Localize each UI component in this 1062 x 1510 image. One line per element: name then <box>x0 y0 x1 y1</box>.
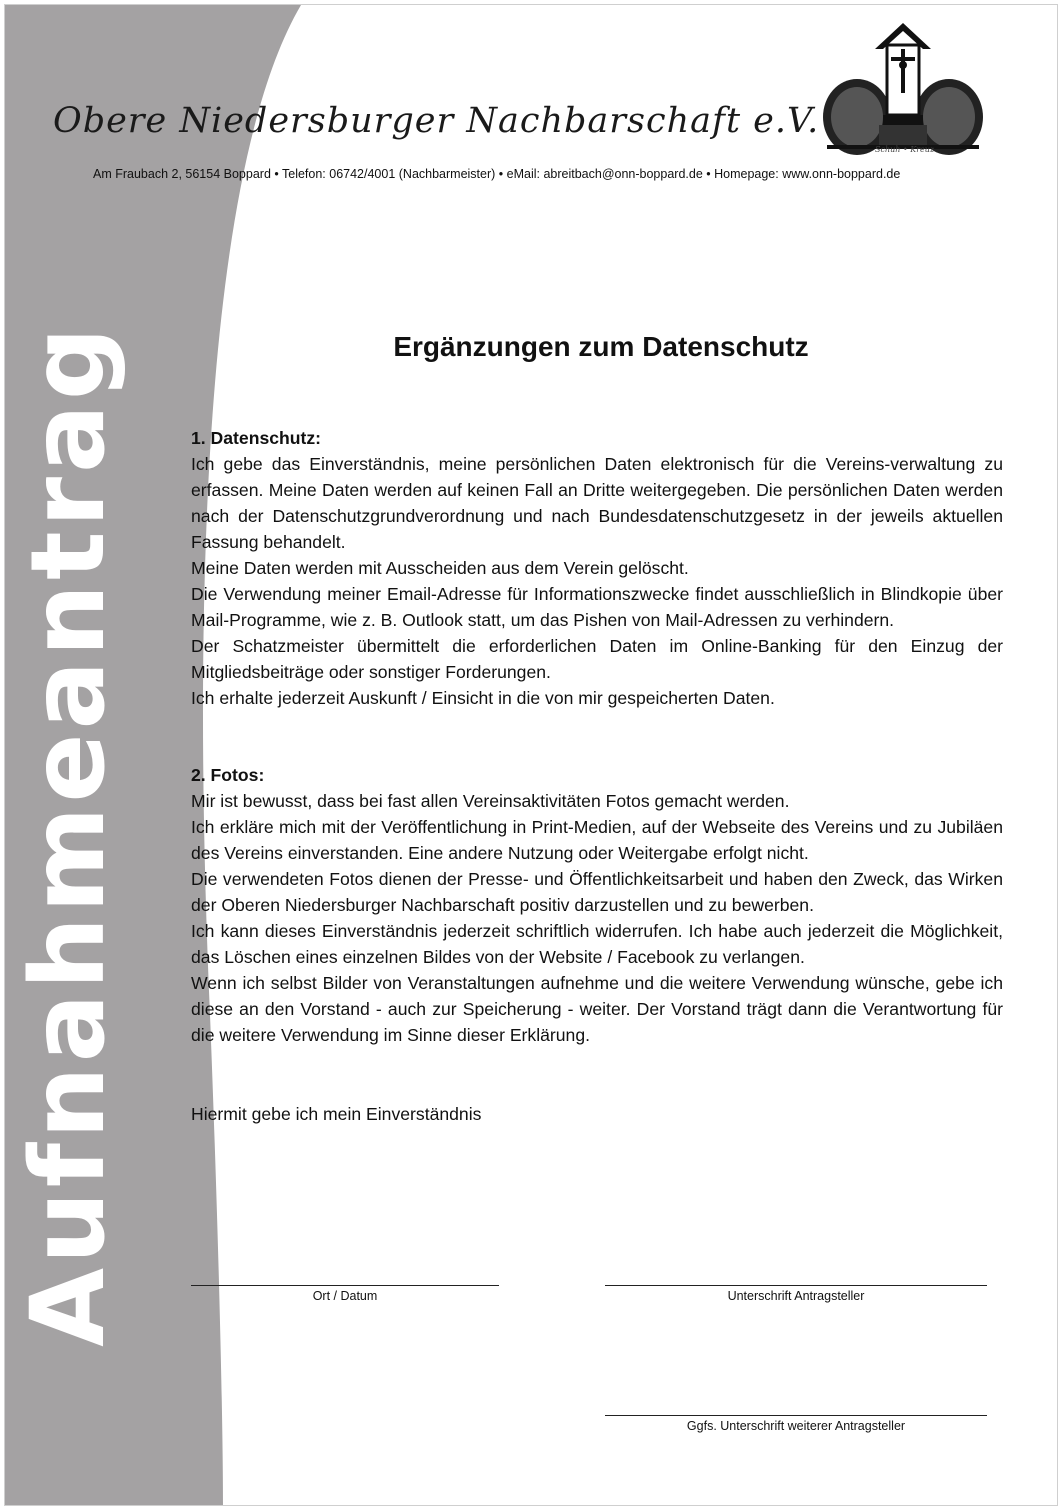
further-applicants-signature-label: Ggfs. Unterschrift weiterer Antragsteller <box>686 1419 906 1433</box>
logo-caption: Schuh • Kreuz <box>875 145 935 154</box>
consent-statement: Hiermit gebe ich mein Einverständnis <box>191 1104 482 1124</box>
paragraph: Die Verwendung meiner Email-Adresse für Informationszwecke findet ausschließlich in Blindkopie über Mail-Programme, wie z. B. Outlook statt, um das Pishen von Mail-Adressen zu verhindern. <box>191 584 1003 630</box>
applicant-signature-line[interactable] <box>605 1285 987 1286</box>
paragraph: Ich gebe das Einverständnis, meine persönlichen Daten elektronisch für die Vereins-verwaltung zu erfassen. Meine Daten werden auf keinen Fall an Dritte weitergegeben. Die persönlichen Daten werden nach der Datenschutzgrundverordnung und nach Bundesdatenschutzgesetz in der jeweils aktuellen Fassung behandelt. <box>191 454 1003 552</box>
paragraph: Ich erhalte jederzeit Auskunft / Einsicht in die von mir gespeicherten Daten. <box>191 688 775 708</box>
section-data-protection <box>191 425 1003 711</box>
paragraph: Wenn ich selbst Bilder von Veranstaltungen aufnehme und die weitere Verwendung wünsche, gebe ich diese an den Vorstand - auch zur Speicherung - weiter. Der Vorstand trägt dann die Verantwortung für die weitere Verwendung im Sinne dieser Erklärung. <box>191 973 1003 1045</box>
side-label: Aufnahmeantrag <box>9 323 128 1347</box>
crucifix-shrine-icon <box>817 19 987 159</box>
section-heading: 1. Datenschutz: <box>191 428 322 448</box>
place-date-label: Ort / Datum <box>312 1289 378 1303</box>
paragraph: Meine Daten werden mit Ausscheiden aus dem Verein gelöscht. <box>191 558 689 578</box>
further-applicants-signature-line[interactable] <box>605 1415 987 1416</box>
address-line: Am Fraubach 2, 56154 Boppard • Telefon: 06742/4001 (Nachbarmeister) • eMail: abreitbach@onn-boppard.de • Homepage: www.onn-boppard.de <box>93 167 901 181</box>
paragraph: Ich kann dieses Einverständnis jederzeit schriftlich widerrufen. Ich habe auch jederzeit die Möglichkeit, das Löschen eines einzelnen Bildes von der Website / Facebook zu verlangen. <box>191 921 1003 967</box>
document-page <box>4 4 1058 1506</box>
paragraph: Mir ist bewusst, dass bei fast allen Vereinsaktivitäten Fotos gemacht werden. <box>191 791 790 811</box>
paragraph: Die verwendeten Fotos dienen der Presse- und Öffentlichkeitsarbeit und haben den Zweck, das Wirken der Oberen Niedersburger Nachbarschaft positiv darzustellen und zu bewerben. <box>191 869 1003 915</box>
organization-name: Obere Niedersburger Nachbarschaft e.V. <box>53 101 820 141</box>
paragraph: Der Schatzmeister übermittelt die erforderlichen Daten im Online-Banking für den Einzug der Mitgliedsbeiträge oder sonstiger Forderungen. <box>191 636 1003 682</box>
section-photos <box>191 762 1003 1048</box>
section-heading: 2. Fotos: <box>191 765 265 785</box>
place-date-signature-line[interactable] <box>191 1285 499 1286</box>
applicant-signature-label: Unterschrift Antragsteller <box>727 1289 865 1303</box>
document-title: Ergänzungen zum Datenschutz <box>393 331 809 362</box>
paragraph: Ich erkläre mich mit der Veröffentlichung in Print-Medien, auf der Webseite des Vereins und zu Jubiläen des Vereins einverstanden. Eine andere Nutzung oder Weitergabe erfolgt nicht. <box>191 817 1003 863</box>
